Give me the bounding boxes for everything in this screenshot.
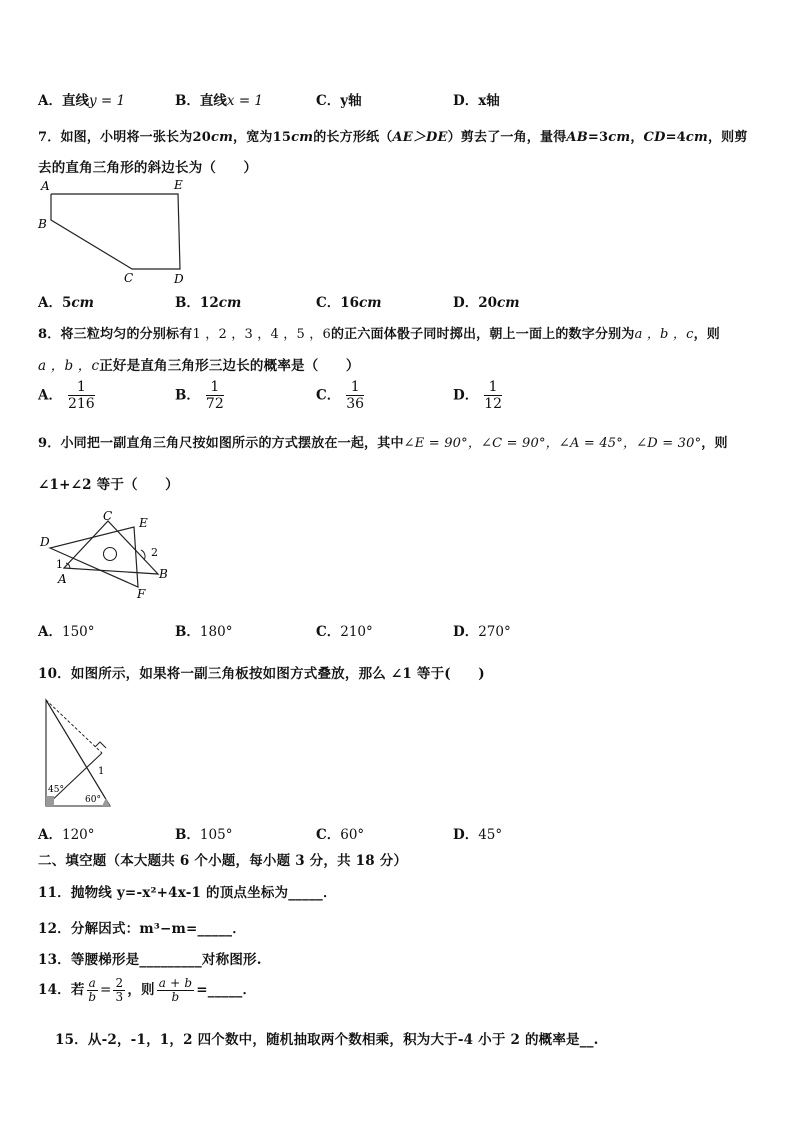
q10-figure (40, 696, 120, 811)
q10-label-1: 1 (98, 766, 105, 777)
q7-label-c: C (124, 271, 134, 285)
q10-label-60: 60° (85, 795, 101, 805)
q11: 11．抛物线 y=-x²+4x-1 的顶点坐标为_____． (38, 885, 337, 901)
q7-option-b: B．12cm (175, 295, 242, 311)
q9-label-c: C (103, 509, 113, 523)
q10-stem: 10．如图所示，如果将一副三角板按如图方式叠放，那么 ∠1 等于( ) (38, 666, 485, 682)
q8-stem-line2: a ，b ，c正好是直角三角形三边长的概率是（ ） (38, 358, 360, 374)
q9-stem-line2: ∠1+∠2 等于（ ） (38, 477, 179, 493)
q10-option-c: C．60° (316, 827, 365, 843)
q6-option-b: B．直线x = 1 (175, 93, 264, 109)
q9-option-a: A．150° (38, 624, 95, 640)
q10-option-d: D．45° (453, 827, 503, 843)
q9-stem-line1: 9．小同把一副直角三角尺按如图所示的方式摆放在一起，其中∠E = 90°，∠C = 90°，∠A = 45°，∠D = 30°，则 (38, 436, 728, 451)
q7-stem-line1: 7．如图，小明将一张长为20cm，宽为15cm的长方形纸（AE＞DE）剪去了一角，量得AB=3cm，CD=4cm，则剪 (38, 130, 748, 145)
q9-label-d: D (40, 535, 50, 549)
q10-option-a: A．120° (38, 827, 95, 843)
q8-option-a: A． $\frac{1}{216}$ (38, 379, 95, 412)
q7-label-a: A (41, 179, 50, 193)
q7-option-a: A．5cm (38, 295, 94, 311)
q7-figure-outline (51, 194, 180, 269)
q7-label-e: E (174, 178, 183, 192)
q9-label-a: A (58, 572, 67, 586)
q14: 14．若 $\frac{a}{b}$ = $\frac{2}{3}$ ，则 $\frac{a + b}{b}$ =_____． (38, 976, 257, 1004)
q10-option-b: B．105° (175, 827, 233, 843)
q6-option-c: C．y轴 (316, 93, 362, 109)
q12: 12．分解因式：m³−m=_____． (38, 921, 246, 937)
q10-right-angle-mark (95, 742, 106, 748)
q7-option-c: C．16cm (316, 295, 382, 311)
q13: 13．等腰梯形是_________对称图形. (38, 952, 262, 968)
q7-figure (36, 176, 196, 286)
q9-label-1: 1 (56, 558, 63, 571)
section-title-fill-blank: 二、填空题（本大题共 6 个小题，每小题 3 分，共 18 分） (38, 853, 408, 869)
q7-option-d: D．20cm (453, 295, 520, 311)
q6-option-d: D．x轴 (453, 93, 500, 109)
q7-label-d: D (174, 272, 184, 286)
q7-label-b: B (38, 217, 47, 231)
q9-figure (36, 508, 176, 603)
q9-option-b: B．180° (175, 624, 233, 640)
q8-stem-line1: 8．将三粒均匀的分别标有1 ，2 ，3 ，4 ，5 ，6的正六面体骰子同时掷出，朝上一面上的数字分别为a ，b ，c，则 (38, 327, 720, 342)
q10-corner-mark (46, 796, 54, 806)
q6-option-a: A．直线y = 1 (38, 93, 126, 109)
q9-label-2: 2 (151, 546, 158, 559)
q15: 15．从-2，-1，1，2 四个数中，随机抽取两个数相乘，积为大于-4 小于 2 的概率是__. (55, 1032, 599, 1048)
q7-stem-line2: 去的直角三角形的斜边长为（ ） (38, 160, 258, 176)
q8-option-c: C． $\frac{1}{36}$ (316, 379, 365, 412)
q9-label-e: E (139, 516, 148, 530)
q9-option-c: C．210° (316, 624, 373, 640)
q10-triangle-30-diag (46, 700, 102, 753)
q8-option-b: B． $\frac{1}{72}$ (175, 379, 224, 412)
q9-option-d: D．270° (453, 624, 511, 640)
q8-option-d: D． $\frac{1}{12}$ (453, 379, 503, 412)
q9-label-b: B (159, 567, 168, 581)
q9-circle (104, 548, 117, 561)
q9-label-f: F (137, 587, 146, 601)
q10-angle-60-mark (102, 798, 110, 806)
q10-label-45: 45° (48, 785, 64, 795)
